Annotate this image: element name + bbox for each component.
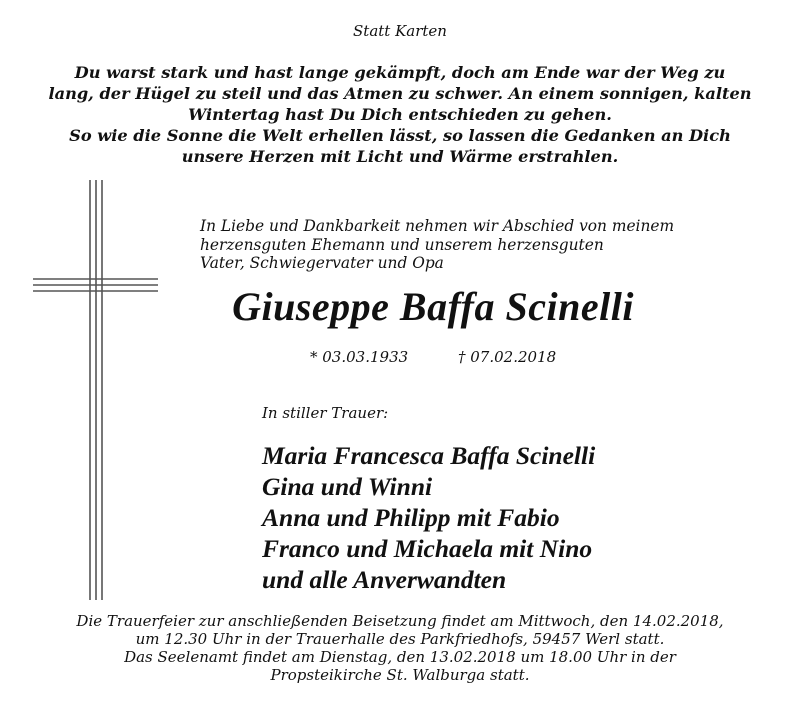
deceased-name: Giuseppe Baffa Scinelli: [232, 284, 634, 329]
funeral-info-line: Die Trauerfeier zur anschließenden Beisetzung findet am Mittwoch, den 14.02.2018,: [76, 612, 724, 630]
mourner-entry: Anna und Philipp mit Fabio: [262, 503, 560, 532]
death-date: † 07.02.2018: [458, 348, 557, 366]
intro-text: [200, 217, 674, 273]
intro-line: herzensguten Ehemann und unserem herzensguten: [200, 235, 604, 254]
header-statt-karten: Statt Karten: [353, 22, 447, 40]
intro-line: Vater, Schwiegervater und Opa: [200, 254, 444, 272]
funeral-info-line: Das Seelenamt findet am Dienstag, den 13.02.2018 um 18.00 Uhr in der: [124, 648, 676, 666]
poem-line: So wie die Sonne die Welt erhellen lässt, so lassen die Gedanken an Dich: [69, 126, 731, 145]
mourner-entry: Maria Francesca Baffa Scinelli: [262, 441, 596, 470]
mourners-list: [262, 440, 595, 595]
mourner-entry: und alle Anverwandten: [262, 565, 507, 594]
mourner-entry: Gina und Winni: [262, 472, 433, 501]
funeral-info-line: Propsteikirche St. Walburga statt.: [270, 666, 530, 684]
mourner-entry: Franco und Michaela mit Nino: [262, 534, 593, 563]
poem-line: unsere Herzen mit Licht und Wärme erstrahlen.: [181, 147, 619, 166]
birth-date: * 03.03.1933: [310, 348, 409, 366]
poem: [0, 62, 800, 167]
poem-line: Du warst stark und hast lange gekämpft, doch am Ende war der Weg zu: [74, 63, 726, 82]
cross-icon: [33, 180, 158, 600]
poem-line: lang, der Hügel zu steil und das Atmen zu schwer. An einem sonnigen, kalten: [48, 84, 752, 103]
funeral-info-line: um 12.30 Uhr in der Trauerhalle des Parkfriedhofs, 59457 Werl statt.: [135, 630, 665, 648]
poem-line: Wintertag hast Du Dich entschieden zu gehen.: [188, 105, 612, 124]
funeral-info: [0, 612, 800, 684]
intro-line: In Liebe und Dankbarkeit nehmen wir Abschied von meinem: [200, 217, 675, 235]
mourning-label: In stiller Trauer:: [262, 404, 389, 422]
